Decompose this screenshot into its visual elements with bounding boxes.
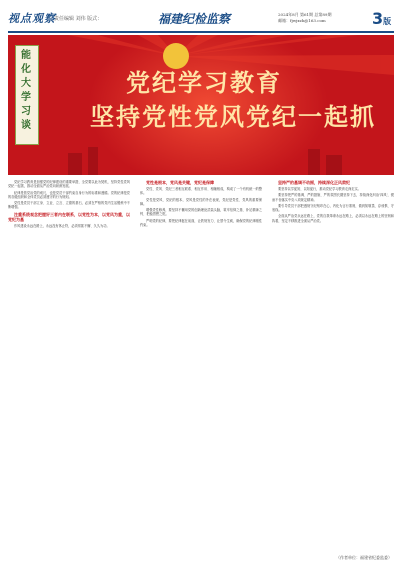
article-column-3	[272, 180, 394, 552]
page-number-badge	[372, 9, 394, 29]
paragraph: 全面从严治党永远在路上，党的自我革命永远在路上，必须以永远在路上的坚韧和执着，坚定不移推进全面从严治党。	[272, 214, 394, 223]
paragraph: 纪律是管党治党的戒尺，也是党员干部约束自身行为的标准和遵循。党的纪律是党的各级组织和全体党员必须遵守的行为规则。	[8, 190, 130, 199]
section-subheading: 注重系统观念把握好三者内在联系，以党性为本，以党风为重，以党纪为基	[8, 211, 130, 222]
paragraph: 作风建设永远在路上，永远没有休止符，必须常抓不懈、久久为功。	[14, 223, 110, 228]
headline-line-1: 党纪学习教育	[126, 69, 282, 97]
paragraph: 严明党的纪律，要把纪律挺在前面，让铁规发力、让禁令生威，确保党的纪律刚性约束。	[140, 218, 262, 228]
paragraph: 要坚持以学促知、以知促行，推动党纪学习教育走深走实。	[278, 187, 361, 191]
section-subheading: 党性是根本，党风是关键，党纪是保障	[146, 180, 214, 185]
headline-line-2: 坚持党性党风党纪一起抓	[90, 103, 376, 131]
paragraph: 增强党性修养，要坚持不懈用党的创新理论武装头脑，筑牢信仰之基、补足精神之钙、把稳思想之舵。	[140, 208, 262, 217]
author-credit: （作者单位：福建省纪委监委）	[336, 555, 392, 560]
masthead-rule	[8, 31, 394, 33]
page-suffix: 版	[383, 17, 392, 26]
column-tag-text: 能化大学习谈	[21, 50, 31, 131]
paragraph: 党纪学习教育是加强党的纪律建设的重要举措，全党要以此为契机，坚持党性党风党纪一起抓，推动全面从严治党向纵深发展。	[8, 180, 130, 189]
paragraph: 党性、党风、党纪三者相互联系、相互作用、相辅相成，构成了一个有机统一的整体。	[140, 187, 262, 196]
article-body	[8, 180, 394, 552]
paragraph: 党性是党员干部立身、立业、立言、立德的基石，必须在严格的党内生活锻炼中不断增强。	[8, 201, 130, 210]
article-column-2	[140, 180, 262, 552]
paragraph: 要引导党员干部把遵规守纪刻印在心，内化为言行准则，做到知敬畏、存戒惧、守底线。	[272, 203, 394, 213]
section-subtitle: 责任编辑 刘伟 版式：	[54, 16, 103, 22]
issue-info	[278, 12, 331, 24]
article-column-1	[8, 180, 130, 552]
section-subheading: 坚持严的基调不动摇，持续深化正风肃纪	[278, 180, 350, 185]
feature-banner	[8, 35, 394, 175]
issue-email: 邮箱：fjwjxzb@163.com	[278, 18, 326, 23]
section-title: 视点观察	[8, 12, 56, 25]
masthead	[8, 10, 394, 30]
newspaper-name: 福建纪检监察	[158, 12, 231, 26]
page-number: 3	[372, 9, 384, 28]
column-tag	[8, 35, 44, 145]
paragraph: 党性是党风、党纪的根本，党风是党性的外在表现，党纪是党性、党风的重要保障。	[140, 197, 262, 206]
paragraph: 要坚持把严的基调、严的措施、严的氛围长期坚持下去，持续深化纠治'四风'，锲而不舍落实中央八项规定精神。	[272, 193, 394, 202]
issue-date: 2024年8月 第61期 总第89期	[278, 12, 332, 17]
